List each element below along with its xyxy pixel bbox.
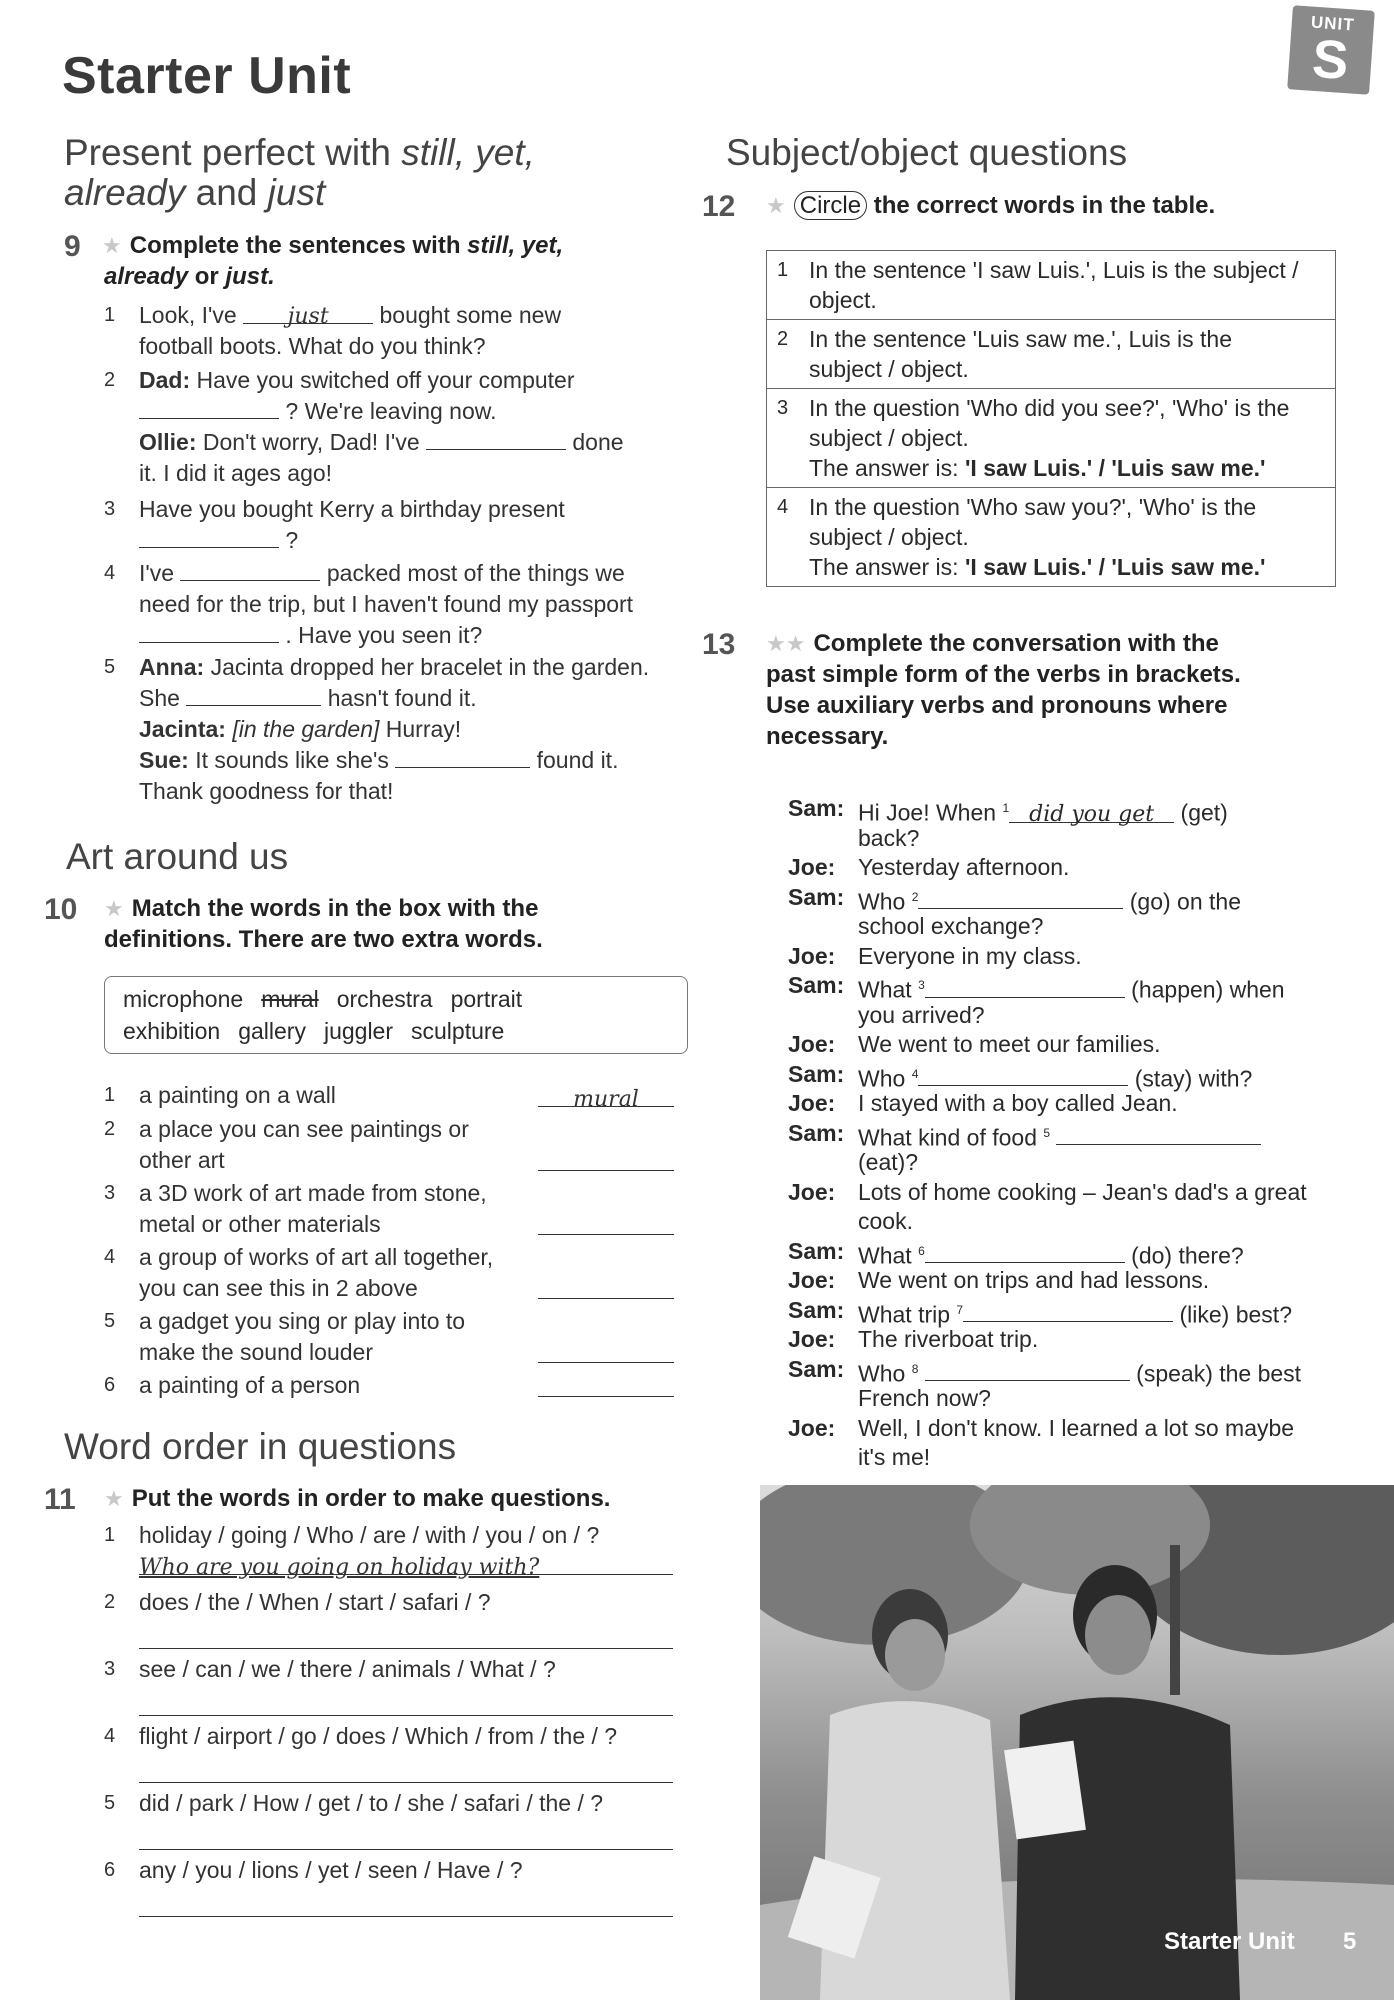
photo-illustration (760, 1485, 1394, 2000)
answer-blank[interactable] (139, 1693, 673, 1716)
ex10-item-3: 3 a 3D work of art made from stone, metal or other materials (104, 1178, 704, 1240)
ex9-item-2: 2 Dad: Have you switched off your computer ? We're leaving now. Ollie: Don't worry, Dad! I've done it. I did it ages ago! (104, 367, 624, 486)
word-box-word: mural (261, 986, 319, 1012)
answer-blank[interactable] (918, 1063, 1128, 1086)
page-number: 5 (1343, 1928, 1357, 1955)
answer-blank[interactable] (538, 1212, 674, 1235)
answer-blank[interactable] (139, 620, 279, 643)
page-title: Starter Unit (62, 47, 352, 105)
answer-blank[interactable] (139, 1760, 673, 1783)
word-box-word: sculpture (411, 1018, 505, 1044)
answer-blank[interactable] (1056, 1122, 1261, 1145)
answer-blank[interactable] (395, 745, 530, 768)
word-box (104, 976, 688, 1054)
exercise-instruction: ★★ Complete the conversation with the past simple form of the verbs in brackets. Use auxiliary verbs and pronouns where necessary. (766, 630, 1241, 750)
ex9-item-1: 1 Look, I've just bought some new football boots. What do you think? (104, 302, 562, 359)
unit-badge (1287, 5, 1375, 95)
exercise-11 (44, 1483, 684, 1514)
exercise-10 (44, 893, 684, 955)
star-icon: ★★ (766, 631, 806, 656)
section-title-word-order: Word order in questions (64, 1426, 457, 1467)
ex12-table (766, 250, 1336, 587)
star-icon: ★ (104, 896, 124, 921)
answer-blank[interactable] (139, 1894, 673, 1917)
section-title-subject-object: Subject/object questions (726, 132, 1128, 173)
answer-blank[interactable]: mural (538, 1084, 674, 1107)
answer-blank[interactable]: did you get (1009, 800, 1174, 823)
exercise-number: 13 (702, 628, 736, 661)
answer-blank[interactable] (925, 975, 1125, 998)
answer-blank[interactable] (538, 1374, 674, 1397)
exercise-instruction: ★ Complete the sentences with still, yet, already or just. (102, 232, 564, 290)
exercise-number: 12 (702, 190, 736, 223)
word-box-word: orchestra (336, 986, 433, 1012)
table-row: 3 In the question 'Who did you see?', 'Who' is the subject / object. The answer is: 'I saw Luis.' / 'Luis saw me.' (767, 389, 1336, 488)
exercise-instruction: ★ Match the words in the box with the definitions. There are two extra words. (104, 895, 543, 953)
ex11-item-6: 6 any / you / lions / yet / seen / Have / ? (104, 1855, 704, 1925)
word-box-word: microphone (123, 986, 244, 1012)
answer-blank[interactable] (925, 1240, 1125, 1263)
exercise-instruction: ★ Circle the correct words in the table. (766, 192, 1216, 219)
star-icon: ★ (766, 193, 786, 218)
answer-blank[interactable]: Who are you going on holiday with? (139, 1552, 673, 1575)
table-row: 2 In the sentence 'Luis saw me.', Luis is the subject / object. (767, 320, 1336, 389)
answer-blank[interactable] (925, 1358, 1130, 1381)
answer-blank[interactable] (139, 396, 279, 419)
ex11-item-4: 4 flight / airport / go / does / Which / from / the / ? (104, 1721, 704, 1791)
ex11-item-3: 3 see / can / we / there / animals / What / ? (104, 1654, 704, 1724)
answer-blank[interactable] (538, 1340, 674, 1363)
footer-label: Starter Unit (1164, 1928, 1295, 1955)
answer-blank[interactable] (963, 1299, 1173, 1322)
photo (760, 1485, 1394, 2000)
section-title-present-perfect: Present perfect with still, yet, already and just (64, 132, 535, 213)
answer-blank[interactable] (538, 1148, 674, 1171)
exercise-number: 9 (64, 230, 81, 263)
exercise-13 (702, 628, 1352, 752)
exercise-9 (64, 230, 684, 292)
circle-word: Circle (794, 191, 867, 220)
answer-blank[interactable] (186, 683, 321, 706)
answer-blank[interactable] (538, 1276, 674, 1299)
table-row: 4 In the question 'Who saw you?', 'Who' is the subject / object. The answer is: 'I saw Luis.' / 'Luis saw me.' (767, 488, 1336, 587)
ex9-item-4: 4 I've packed most of the things we need for the trip, but I haven't found my passport . Have you seen it? (104, 560, 634, 648)
unit-badge-label: UNIT (1310, 12, 1356, 35)
star-icon: ★ (102, 233, 122, 258)
answer-blank[interactable] (139, 1827, 673, 1850)
answer-blank[interactable] (426, 427, 566, 450)
exercise-12 (702, 190, 1352, 221)
table-row: 1 In the sentence 'I saw Luis.', Luis is the subject / object. (767, 251, 1336, 320)
answer-blank[interactable] (918, 886, 1123, 909)
ex9-item-5: 5 Anna: Jacinta dropped her bracelet in the garden. She hasn't found it. Jacinta: [in the garden] Hurray! Sue: It sounds like she's found it. Thank goodness for that! (104, 654, 650, 804)
star-icon: ★ (104, 1486, 124, 1511)
word-box-word: portrait (450, 986, 523, 1012)
exercise-number: 10 (44, 893, 78, 926)
ex11-item-1: 1 holiday / going / Who / are / with / you / on / ? Who are you going on holiday with? (104, 1520, 704, 1582)
ex10-item-4: 4 a group of works of art all together, you can see this in 2 above (104, 1242, 704, 1304)
ex10-item-5: 5 a gadget you sing or play into to make the sound louder (104, 1306, 704, 1368)
answer-blank[interactable]: just (243, 301, 373, 324)
exercise-number: 11 (44, 1483, 76, 1516)
dialogue: Sam: Hi Joe! When $^1$ did you get (get) back? Joe: Yesterday afternoon. Sam: Who $^2$ (go) on the school exchange? Joe: Everyone in my class. Sam: What $^3$ (happen) when you arrived? Joe: We went to meet our families. Sam: Who $^4$ (stay) with? Joe: I stayed with a boy called Jean. Sam: What kind of food $^5$ (eat)? Joe: Lots of home cooking – Jean's dad's a great cook. Sam: What $^6$ (do) there? Joe: We went on trips and had lessons. Sam: What trip $^7$ (like) best? Joe: The riverboat trip. Sam: Who $^8$ (speak) the best French now? Joe: Well, I don't know. I learned a lot so maybe it's me! (788, 795, 1307, 1470)
exercise-instruction: ★ Put the words in order to make questions. (104, 1485, 611, 1512)
answer-blank[interactable] (180, 558, 320, 581)
ex9-item-3: 3 Have you bought Kerry a birthday present ? (104, 496, 565, 553)
word-box-word: gallery (238, 1018, 306, 1044)
unit-badge-letter: S (1310, 28, 1351, 92)
word-box-word: juggler (323, 1018, 393, 1044)
section-title-art: Art around us (66, 836, 289, 877)
answer-blank[interactable] (139, 1626, 673, 1649)
ex11-item-5: 5 did / park / How / get / to / she / safari / the / ? (104, 1788, 704, 1858)
ex10-item-2: 2 a place you can see paintings or other art (104, 1114, 704, 1176)
word-box-word: exhibition (123, 1018, 221, 1044)
ex10-item-1: 1 a painting on a wall mural (104, 1080, 704, 1111)
answer-blank[interactable] (139, 525, 279, 548)
ex10-item-6: 6 a painting of a person (104, 1370, 704, 1401)
ex11-item-2: 2 does / the / When / start / safari / ? (104, 1587, 704, 1657)
